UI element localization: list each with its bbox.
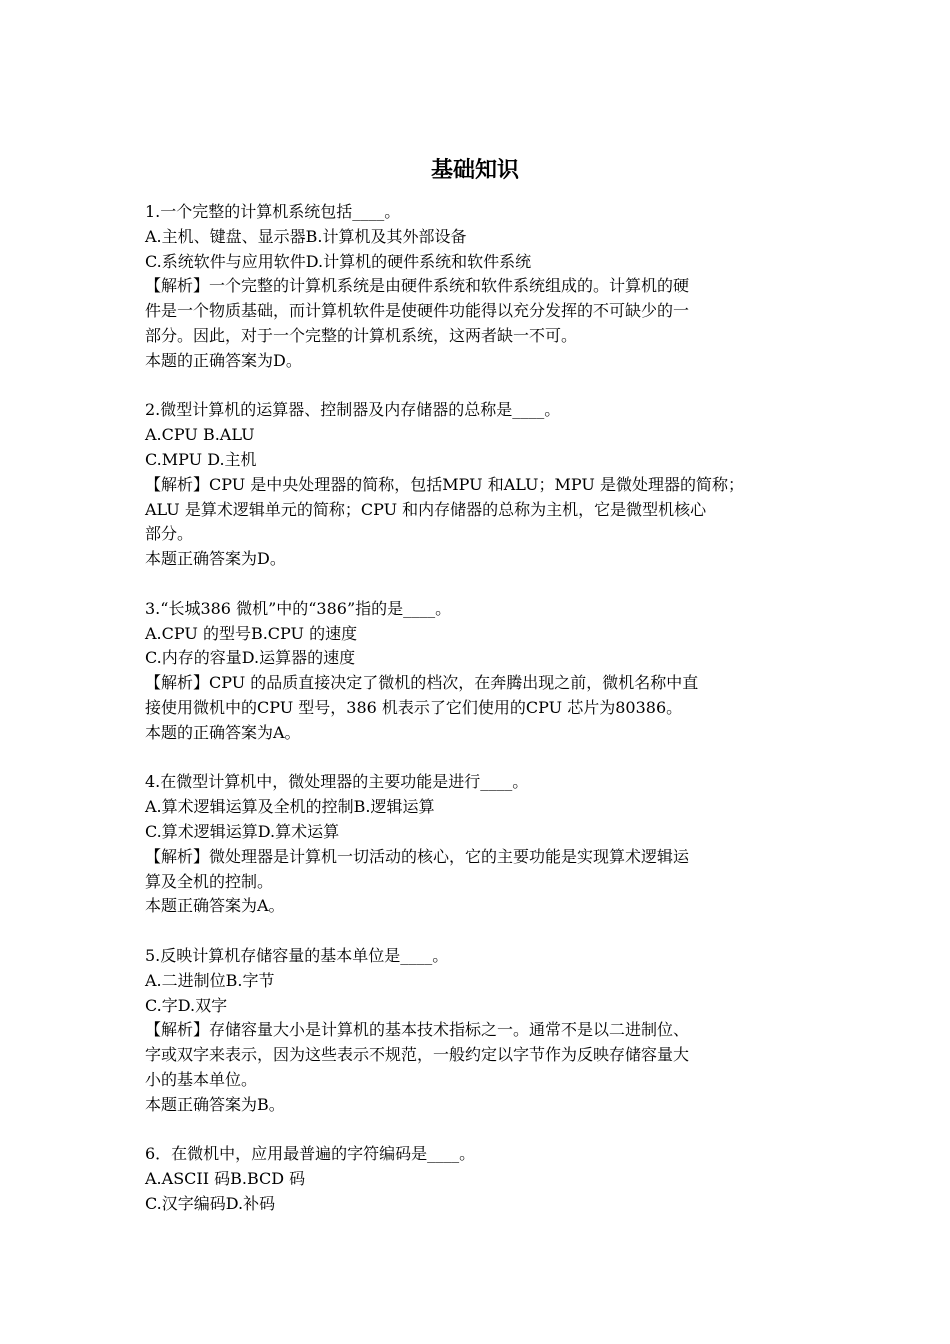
option-line: A.算术逻辑运算及全机的控制B.逻辑运算 [145,797,435,817]
question-block-5 [145,944,805,1118]
analysis-line: 算及全机的控制。 [145,871,274,891]
analysis-line: 【解析】CPU 的品质直接决定了微机的档次，在奔腾出现之前，微机名称中直 [145,673,699,693]
spacer [145,572,805,597]
question-text: 3.“长城386 微机”中的“386”指的是____。 [145,598,452,618]
analysis-line: 【解析】存储容量大小是计算机的基本技术指标之一。通常不是以二进制位、 [145,1020,690,1040]
question-block-3 [145,597,805,746]
analysis-line: 接使用微机中的CPU 型号，386 机表示了它们使用的CPU 芯片为80386。 [145,697,683,717]
analysis-line: 【解析】微处理器是计算机一切活动的核心，它的主要功能是实现算术逻辑运 [145,846,690,866]
option-line: A.ASCII 码B.BCD 码 [145,1169,306,1189]
option-line: C.内存的容量D.运算器的速度 [145,648,356,668]
analysis-line: 部分。 [145,524,194,544]
spacer [145,919,805,944]
answer-line: 本题正确答案为A。 [145,896,285,916]
analysis-line: 小的基本单位。 [145,1069,258,1089]
question-block-1 [145,200,805,374]
question-text: 4.在微型计算机中，微处理器的主要功能是进行____。 [145,772,529,792]
answer-line: 本题的正确答案为A。 [145,722,301,742]
question-text: 2.微型计算机的运算器、控制器及内存储器的总称是____。 [145,400,561,420]
option-line: C.系统软件与应用软件D.计算机的硬件系统和软件系统 [145,251,532,271]
option-line: A.CPU B.ALU [145,425,255,445]
option-line: A.CPU 的型号B.CPU 的速度 [145,623,358,643]
analysis-line: 部分。因此，对于一个完整的计算机系统，这两者缺一不可。 [145,325,578,345]
analysis-line: 字或双字来表示，因为这些表示不规范，一般约定以字节作为反映存储容量大 [145,1045,690,1065]
answer-line: 本题正确答案为D。 [145,549,286,569]
question-block-6 [145,1142,805,1216]
spacer [145,746,805,771]
analysis-line: 【解析】一个完整的计算机系统是由硬件系统和软件系统组成的。计算机的硬 [145,276,690,296]
document-title: 基础知识 [430,157,519,183]
analysis-line: ALU 是算术逻辑单元的简称；CPU 和内存储器的总称为主机，它是微型机核心 [145,499,707,519]
question-text: 6．在微机中，应用最普遍的字符编码是____。 [145,1144,476,1164]
option-line: A.主机、键盘、显示器B.计算机及其外部设备 [145,226,467,246]
question-text: 1.一个完整的计算机系统包括____。 [145,202,401,221]
answer-line: 本题的正确答案为D。 [145,350,302,370]
analysis-line: 【解析】CPU 是中央处理器的简称，包括MPU 和ALU；MPU 是微处理器的简称； [145,474,744,494]
answer-line: 本题正确答案为B。 [145,1094,285,1114]
option-line: C.MPU D.主机 [145,449,257,469]
option-line: C.字D.双字 [145,995,228,1015]
option-line: C.汉字编码D.补码 [145,1193,276,1213]
document-page [145,150,805,1217]
spacer [145,374,805,399]
title-wrap [145,150,805,190]
spacer [145,1117,805,1142]
question-block-4 [145,770,805,919]
option-line: A.二进制位B.字节 [145,970,275,990]
option-line: C.算术逻辑运算D.算术运算 [145,821,340,841]
question-block-2 [145,398,805,572]
question-text: 5.反映计算机存储容量的基本单位是____。 [145,945,449,965]
analysis-line: 件是一个物质基础，而计算机软件是使硬件功能得以充分发挥的不可缺少的一 [145,301,690,321]
